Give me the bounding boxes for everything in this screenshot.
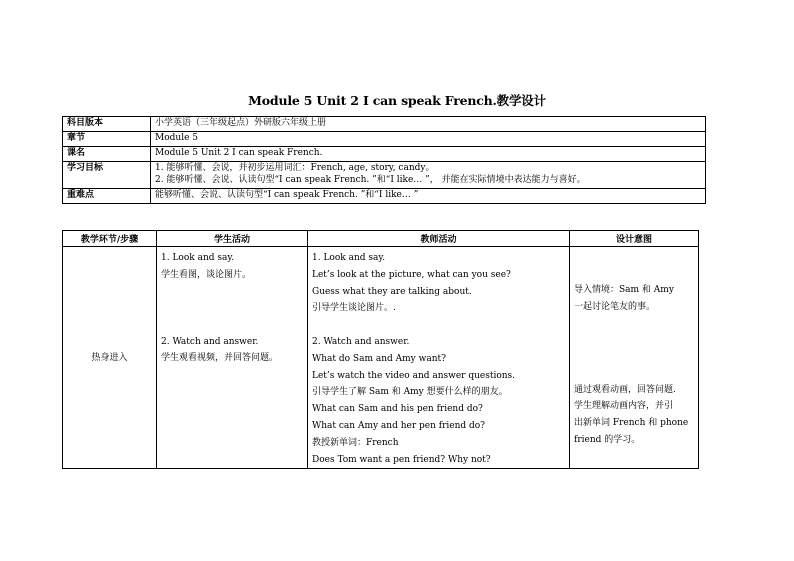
intent-line: 通过观看动画，回答问题. (574, 384, 676, 395)
info-label: 章节 (63, 132, 151, 147)
teaching-plan-table (62, 230, 699, 469)
info-label: 科目版本 (63, 117, 151, 132)
student-activity-cell (157, 247, 308, 469)
info-row-key-points (63, 189, 706, 204)
column-header: 设计意图 (570, 231, 699, 247)
teacher-line: Does Tom want a pen friend? Why not? (312, 454, 491, 465)
intent-line: 一起讨论笔友的事。 (574, 301, 656, 312)
student-line: 学生看图，谈论图片。 (161, 269, 252, 280)
info-value: 小学英语（三年级起点）外研版六年级上册 (151, 117, 706, 132)
info-label: 课名 (63, 147, 151, 162)
document-title: Module 5 Unit 2 I can speak French.教学设计 (248, 93, 546, 108)
teacher-line: 引导学生谈论图片。. (312, 303, 396, 314)
info-row-objectives (63, 162, 706, 189)
student-line: 学生观看视频，并回答问题。 (161, 353, 279, 364)
teacher-line: 教授新单词：French (312, 437, 399, 448)
column-header: 教学环节/步骤 (63, 231, 157, 247)
info-label: 重难点 (63, 189, 151, 204)
step-cell: 热身进入 (63, 247, 157, 469)
teacher-line: 1. Look and say. (312, 253, 386, 263)
info-row-subject (63, 117, 706, 132)
course-info-table (62, 116, 706, 204)
intent-line: friend 的学习。 (574, 434, 641, 445)
info-value: 能够听懂、会说、认读句型“I can speak French. ”和“I like… ” (151, 189, 706, 204)
objective-line: 2. 能够听懂、会说、认读句型“I can speak French. ”和“I like… ”， 并能在实际情境中表达能力与喜好。 (155, 175, 586, 185)
info-row-lesson (63, 147, 706, 162)
student-line: 1. Look and say. (161, 253, 235, 263)
teacher-line: What do Sam and Amy want? (312, 353, 446, 364)
plan-row (63, 247, 699, 469)
spacer (574, 250, 698, 282)
teacher-line: 2. Watch and answer. (312, 336, 410, 347)
objective-line: 1. 能够听懂、会说，并初步运用词汇：French, age, story, candy。 (155, 163, 435, 173)
info-value: Module 5 Unit 2 I can speak French. (151, 147, 706, 162)
intent-line: 导入情境：Sam 和 Amy (574, 285, 674, 295)
info-value (151, 162, 706, 189)
spacer (161, 284, 307, 334)
teacher-line: What can Sam and his pen friend do? (312, 404, 483, 415)
column-header: 学生活动 (157, 231, 308, 247)
design-intent-cell (570, 247, 699, 469)
teacher-line: Let’s watch the video and answer questions. (312, 370, 516, 381)
teacher-line: Let’s look at the picture, what can you see? (312, 269, 511, 280)
info-row-chapter (63, 132, 706, 147)
info-value: Module 5 (151, 132, 706, 147)
intent-line: 学生理解动画内容，并引 (574, 401, 674, 412)
info-label: 学习目标 (63, 162, 151, 189)
spacer (574, 316, 698, 382)
teacher-activity-cell (308, 247, 570, 469)
teacher-line: What can Amy and her pen friend do? (312, 420, 486, 431)
plan-header-row (63, 231, 699, 247)
teacher-line: 引导学生了解 Sam 和 Amy 想要什么样的朋友。 (312, 387, 508, 398)
teacher-line: Guess what they are talking about. (312, 286, 472, 297)
intent-line: 出新单词 French 和 phone (574, 418, 689, 429)
teacher-line (312, 317, 569, 334)
student-line: 2. Watch and answer. (161, 336, 259, 347)
column-header: 教师活动 (308, 231, 570, 247)
